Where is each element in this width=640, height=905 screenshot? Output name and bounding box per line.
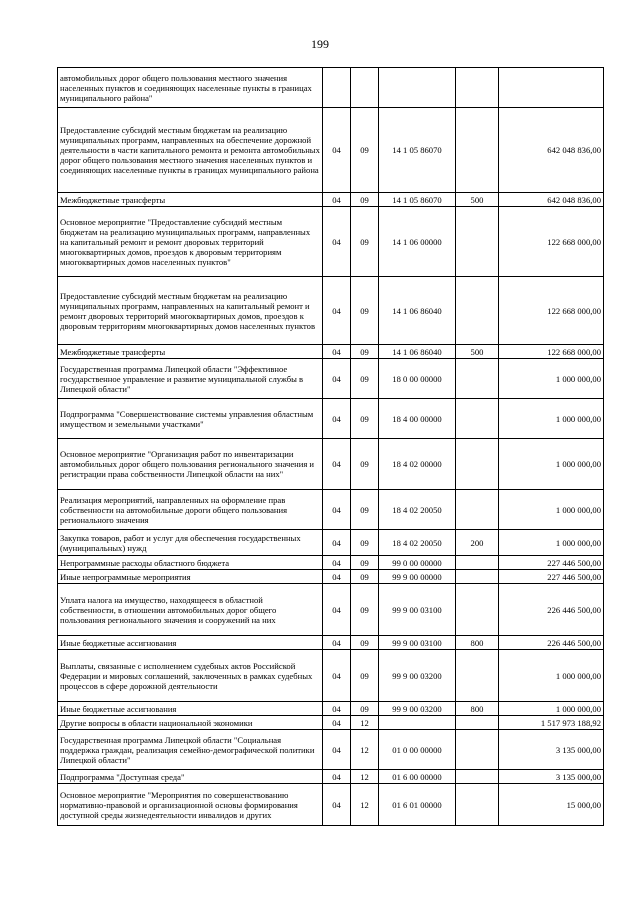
row-amount: 1 000 000,00	[499, 439, 604, 490]
row-section: 04	[323, 345, 351, 359]
table-row	[58, 702, 604, 716]
row-amount: 227 446 500,00	[499, 570, 604, 584]
table-row	[58, 193, 604, 207]
row-subsection: 09	[351, 108, 379, 193]
row-name: Непрограммные расходы областного бюджета	[58, 556, 323, 570]
row-subsection: 09	[351, 277, 379, 345]
row-target-code	[379, 68, 456, 108]
row-target-code: 18 4 02 20050	[379, 530, 456, 556]
row-amount: 3 135 000,00	[499, 730, 604, 770]
row-target-code: 99 9 00 03100	[379, 636, 456, 650]
row-expense-type	[456, 650, 499, 702]
table-row	[58, 277, 604, 345]
row-target-code: 99 9 00 03200	[379, 702, 456, 716]
table-row	[58, 207, 604, 277]
row-expense-type	[456, 207, 499, 277]
row-subsection: 12	[351, 716, 379, 730]
row-section: 04	[323, 784, 351, 826]
row-amount: 1 000 000,00	[499, 702, 604, 716]
row-amount: 1 517 973 188,92	[499, 716, 604, 730]
row-name: Межбюджетные трансферты	[58, 193, 323, 207]
row-target-code: 14 1 06 86040	[379, 345, 456, 359]
row-subsection: 09	[351, 702, 379, 716]
row-amount: 226 446 500,00	[499, 636, 604, 650]
page-number: 199	[311, 37, 329, 51]
row-amount: 1 000 000,00	[499, 650, 604, 702]
row-section: 04	[323, 570, 351, 584]
row-subsection: 09	[351, 193, 379, 207]
row-target-code: 18 4 02 20050	[379, 490, 456, 530]
row-section: 04	[323, 530, 351, 556]
row-expense-type	[456, 556, 499, 570]
row-expense-type	[456, 359, 499, 399]
row-section: 04	[323, 650, 351, 702]
row-subsection: 09	[351, 490, 379, 530]
row-section: 04	[323, 636, 351, 650]
row-expense-type	[456, 439, 499, 490]
row-subsection: 09	[351, 570, 379, 584]
row-target-code: 14 1 06 00000	[379, 207, 456, 277]
table-row	[58, 716, 604, 730]
row-section: 04	[323, 108, 351, 193]
table-row	[58, 730, 604, 770]
row-amount: 226 446 500,00	[499, 584, 604, 636]
row-name: Другие вопросы в области национальной экономики	[58, 716, 323, 730]
row-subsection: 09	[351, 345, 379, 359]
row-name: Межбюджетные трансферты	[58, 345, 323, 359]
row-section: 04	[323, 730, 351, 770]
row-section: 04	[323, 584, 351, 636]
row-name: Государственная программа Липецкой области "Эффективное государственное управление и развитие муниципальной службы в Липецкой области"	[58, 359, 323, 399]
row-subsection: 12	[351, 730, 379, 770]
table-row	[58, 68, 604, 108]
row-section	[323, 68, 351, 108]
row-subsection: 09	[351, 636, 379, 650]
row-amount: 122 668 000,00	[499, 345, 604, 359]
row-target-code: 14 1 06 86040	[379, 277, 456, 345]
table-row	[58, 108, 604, 193]
row-name: Предоставление субсидий местным бюджетам на реализацию муниципальных программ, направленных на капитальный ремонт и ремонт дворовых территорий многоквартирных домов, проездов к дворовым территориям многоквартирных домов населенных пунктов	[58, 277, 323, 345]
budget-table	[57, 67, 604, 826]
row-target-code: 01 6 00 00000	[379, 770, 456, 784]
row-target-code: 18 4 00 00000	[379, 399, 456, 439]
row-amount: 122 668 000,00	[499, 277, 604, 345]
row-name: Иные бюджетные ассигнования	[58, 636, 323, 650]
row-name: Основное мероприятие "Мероприятия по совершенствованию нормативно-правовой и организационной основы формирования доступной среды жизнедеятельности инвалидов и других	[58, 784, 323, 826]
table-row	[58, 530, 604, 556]
row-expense-type: 200	[456, 530, 499, 556]
row-section: 04	[323, 193, 351, 207]
row-section: 04	[323, 277, 351, 345]
row-target-code: 99 0 00 00000	[379, 556, 456, 570]
table-row	[58, 439, 604, 490]
row-expense-type	[456, 770, 499, 784]
row-expense-type: 500	[456, 193, 499, 207]
row-expense-type	[456, 570, 499, 584]
row-amount: 1 000 000,00	[499, 530, 604, 556]
row-subsection: 09	[351, 359, 379, 399]
row-target-code: 18 4 02 00000	[379, 439, 456, 490]
row-expense-type	[456, 730, 499, 770]
row-subsection: 09	[351, 650, 379, 702]
table-row	[58, 359, 604, 399]
table-row	[58, 636, 604, 650]
table-row	[58, 399, 604, 439]
row-subsection	[351, 68, 379, 108]
row-section: 04	[323, 439, 351, 490]
row-target-code: 01 6 01 00000	[379, 784, 456, 826]
row-subsection: 09	[351, 556, 379, 570]
row-amount: 15 000,00	[499, 784, 604, 826]
row-expense-type	[456, 108, 499, 193]
row-amount: 642 048 836,00	[499, 193, 604, 207]
row-amount: 1 000 000,00	[499, 359, 604, 399]
row-target-code	[379, 716, 456, 730]
table-row	[58, 556, 604, 570]
row-name: Предоставление субсидий местным бюджетам на реализацию муниципальных программ, направленных на обеспечение дорожной деятельности в части капитального ремонта и ремонта автомобильных дорог общего пользования местного значения населенных пунктов и соединяющих населенные пункты в границах муниципального района	[58, 108, 323, 193]
row-section: 04	[323, 770, 351, 784]
row-name: Государственная программа Липецкой области "Социальная поддержка граждан, реализация семейно-демографической политики Липецкой области"	[58, 730, 323, 770]
row-amount: 3 135 000,00	[499, 770, 604, 784]
row-amount: 1 000 000,00	[499, 490, 604, 530]
row-target-code: 99 9 00 03100	[379, 584, 456, 636]
row-target-code: 14 1 05 86070	[379, 193, 456, 207]
row-section: 04	[323, 556, 351, 570]
row-section: 04	[323, 716, 351, 730]
row-amount: 1 000 000,00	[499, 399, 604, 439]
row-subsection: 09	[351, 530, 379, 556]
row-expense-type	[456, 584, 499, 636]
row-subsection: 12	[351, 770, 379, 784]
row-name: Уплата налога на имущество, находящееся в областной собственности, в отношении автомобильных дорог общего пользования регионального значения и сооружений на них	[58, 584, 323, 636]
row-target-code: 18 0 00 00000	[379, 359, 456, 399]
row-name: Подпрограмма "Доступная среда"	[58, 770, 323, 784]
row-expense-type	[456, 277, 499, 345]
table-row	[58, 584, 604, 636]
table-row	[58, 770, 604, 784]
row-amount	[499, 68, 604, 108]
row-expense-type	[456, 784, 499, 826]
row-expense-type	[456, 68, 499, 108]
row-expense-type: 800	[456, 702, 499, 716]
row-section: 04	[323, 490, 351, 530]
row-target-code: 14 1 05 86070	[379, 108, 456, 193]
row-expense-type	[456, 490, 499, 530]
row-name: Иные бюджетные ассигнования	[58, 702, 323, 716]
row-section: 04	[323, 207, 351, 277]
row-expense-type: 500	[456, 345, 499, 359]
row-subsection: 09	[351, 439, 379, 490]
row-name: автомобильных дорог общего пользования местного значения населенных пунктов и соединяющих населенные пункты в границах муниципального района"	[58, 68, 323, 108]
row-target-code: 01 0 00 00000	[379, 730, 456, 770]
row-name: Иные непрограммные мероприятия	[58, 570, 323, 584]
row-subsection: 09	[351, 399, 379, 439]
table-row	[58, 570, 604, 584]
row-expense-type: 800	[456, 636, 499, 650]
row-amount: 642 048 836,00	[499, 108, 604, 193]
row-subsection: 12	[351, 784, 379, 826]
row-subsection: 09	[351, 207, 379, 277]
row-section: 04	[323, 702, 351, 716]
row-section: 04	[323, 399, 351, 439]
row-name: Выплаты, связанные с исполнением судебных актов Российской Федерации и мировых соглашений, заключенных в рамках судебных процессов в сфере дорожной деятельности	[58, 650, 323, 702]
row-target-code: 99 9 00 03200	[379, 650, 456, 702]
row-expense-type	[456, 399, 499, 439]
row-section: 04	[323, 359, 351, 399]
row-name: Подпрограмма "Совершенствование системы управления областным имуществом и земельными участками"	[58, 399, 323, 439]
row-expense-type	[456, 716, 499, 730]
row-name: Основное мероприятие "Предоставление субсидий местным бюджетам на реализацию муниципальных программ, направленных на капитальный ремонт и ремонт дворовых территорий многоквартирных домов, проездов к дворовым территориям многоквартирных домов населенных пунктов"	[58, 207, 323, 277]
table-row	[58, 650, 604, 702]
row-name: Закупка товаров, работ и услуг для обеспечения государственных (муниципальных) нужд	[58, 530, 323, 556]
row-target-code: 99 9 00 00000	[379, 570, 456, 584]
table-row	[58, 345, 604, 359]
row-subsection: 09	[351, 584, 379, 636]
row-name: Основное мероприятие "Организация работ по инвентаризации автомобильных дорог общего пользования регионального значения и регистрации права собственности Липецкой области на них"	[58, 439, 323, 490]
row-amount: 122 668 000,00	[499, 207, 604, 277]
table-row	[58, 784, 604, 826]
row-name: Реализация мероприятий, направленных на оформление прав собственности на автомобильные дороги общего пользования регионального значения	[58, 490, 323, 530]
table-row	[58, 490, 604, 530]
row-amount: 227 446 500,00	[499, 556, 604, 570]
